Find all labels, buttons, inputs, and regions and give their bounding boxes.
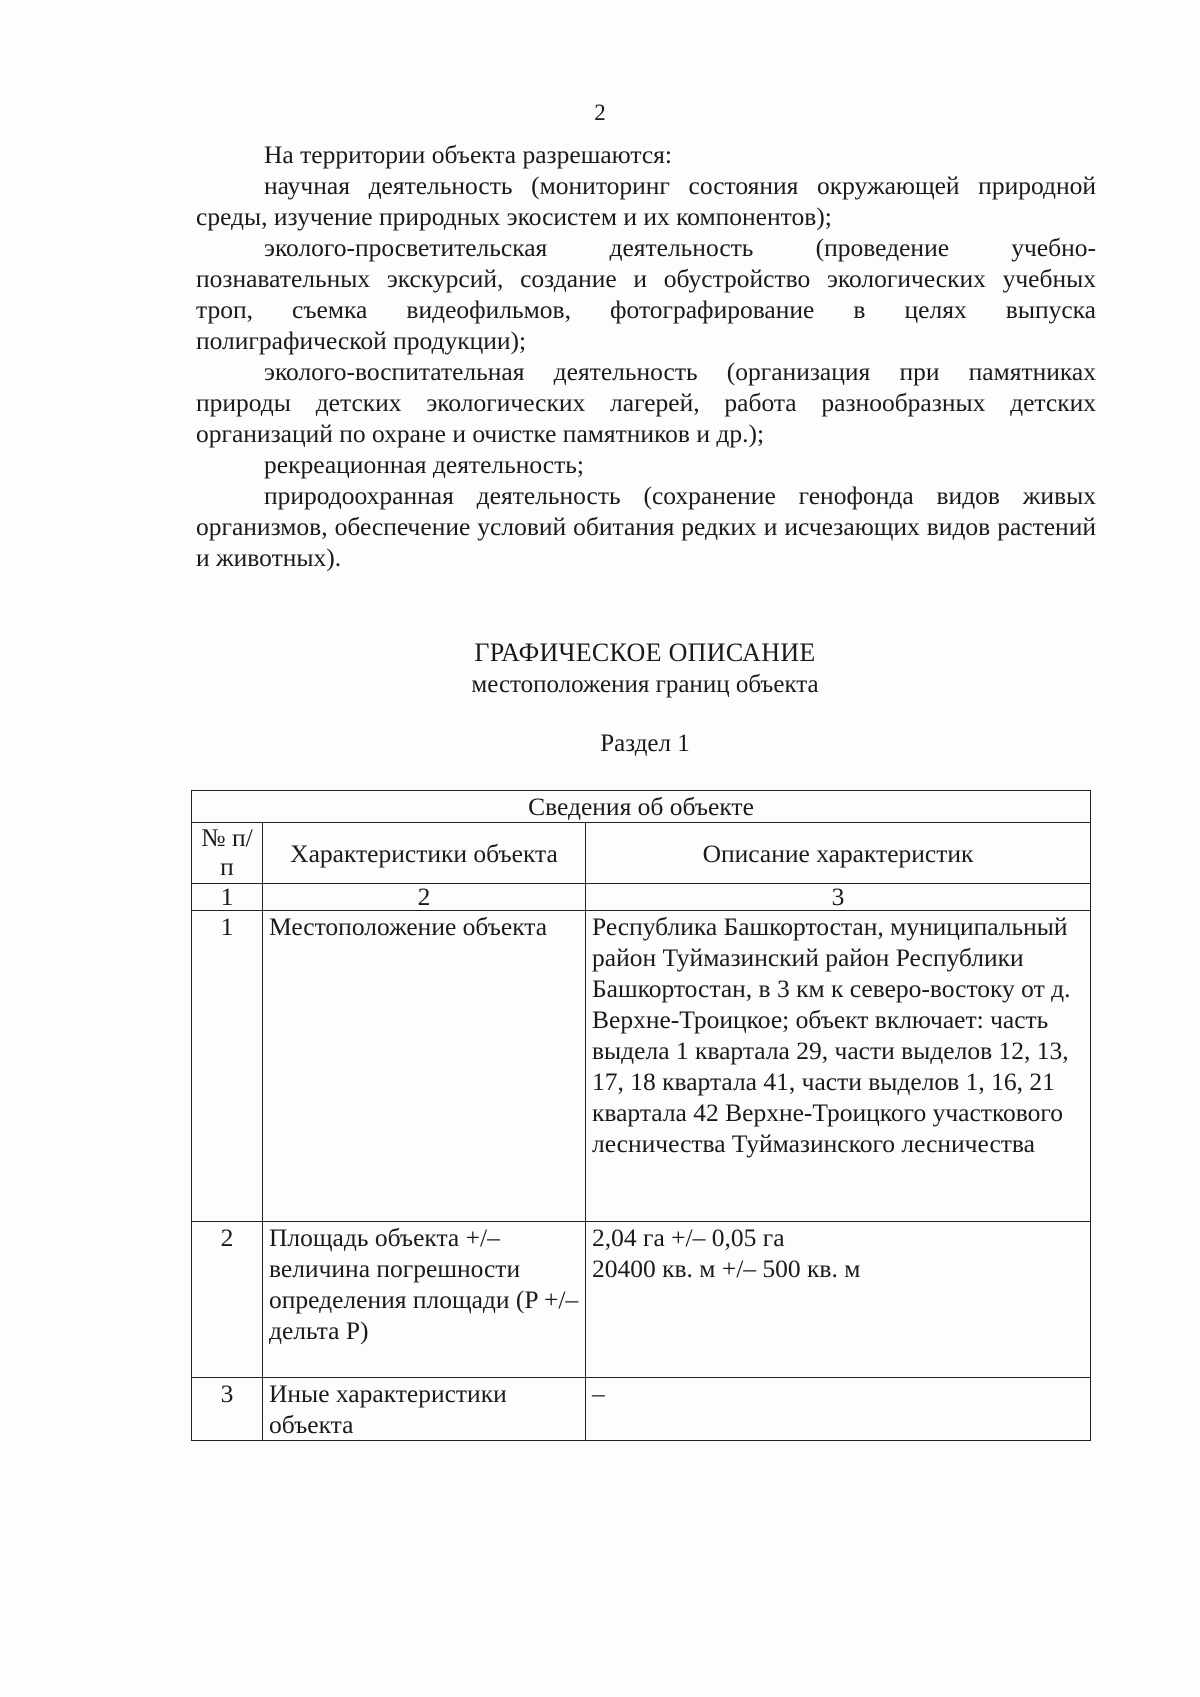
paragraph: рекреационная деятельность; — [264, 450, 584, 479]
paragraph: эколого-просветительская деятельность (проведение учебно-познавательных экскурсий, создание и обустройство экологических учебных троп, съемка видеофильмов, фотографирование в целях выпуска полиграфической продукции); — [196, 233, 1096, 355]
section-label: Раздел 1 — [600, 730, 690, 757]
page-number: 2 — [594, 100, 606, 125]
description-line: 20400 кв. м +/– 500 кв. м — [592, 1254, 861, 1283]
paragraph: научная деятельность (мониторинг состояния окружающей природной среды, изучение природных экосистем и их компонентов); — [196, 171, 1096, 231]
row-characteristic: Площадь объекта +/– величина погрешности определения площади (P +/– дельта P) — [263, 1222, 586, 1378]
row-number: 3 — [192, 1378, 263, 1441]
row-description: – — [586, 1378, 1091, 1441]
row-number: 2 — [192, 1222, 263, 1378]
section-heading — [0, 636, 1200, 700]
heading-subtitle: местоположения границ объекта — [471, 671, 819, 698]
paragraph: На территории объекта разрешаются: — [264, 140, 672, 169]
row-description: Республика Башкортостан, муниципальный район Туймазинский район Республики Башкортостан, в 3 км к северо-востоку от д. Верхне-Троицкое; объект включает: часть выдела 1 квартала 29, части выделов 12, 13, 17, 18 квартала 41, части выделов 1, 16, 21 квартала 42 Верхне-Троицкого участкового лесничества Туймазинского лесничества — [586, 911, 1091, 1222]
table-caption: Сведения об объекте — [192, 791, 1091, 823]
object-info-table — [191, 790, 1091, 1441]
heading-title: ГРАФИЧЕСКОЕ ОПИСАНИЕ — [474, 638, 816, 667]
table-row — [192, 911, 1091, 1222]
permitted-activities-text — [196, 139, 1096, 573]
description-line: 2,04 га +/– 0,05 га — [592, 1223, 785, 1252]
paragraph: природоохранная деятельность (сохранение генофонда видов живых организмов, обеспечение условий обитания редких и исчезающих видов растений и животных). — [196, 481, 1096, 572]
header-number: № п/п — [192, 823, 263, 884]
row-characteristic: Иные характеристики объекта — [263, 1378, 586, 1441]
header-description: Описание характеристик — [586, 823, 1091, 884]
table-row — [192, 1222, 1091, 1378]
table-row — [192, 1378, 1091, 1441]
column-index: 2 — [263, 884, 586, 911]
column-index: 1 — [192, 884, 263, 911]
row-number: 1 — [192, 911, 263, 1222]
header-characteristic: Характеристики объекта — [263, 823, 586, 884]
paragraph: эколого-воспитательная деятельность (организация при памятниках природы детских экологических лагерей, работа разнообразных детских организаций по охране и очистке памятников и др.); — [196, 357, 1096, 448]
column-index: 3 — [586, 884, 1091, 911]
row-description — [586, 1222, 1091, 1378]
row-characteristic: Местоположение объекта — [263, 911, 586, 1222]
